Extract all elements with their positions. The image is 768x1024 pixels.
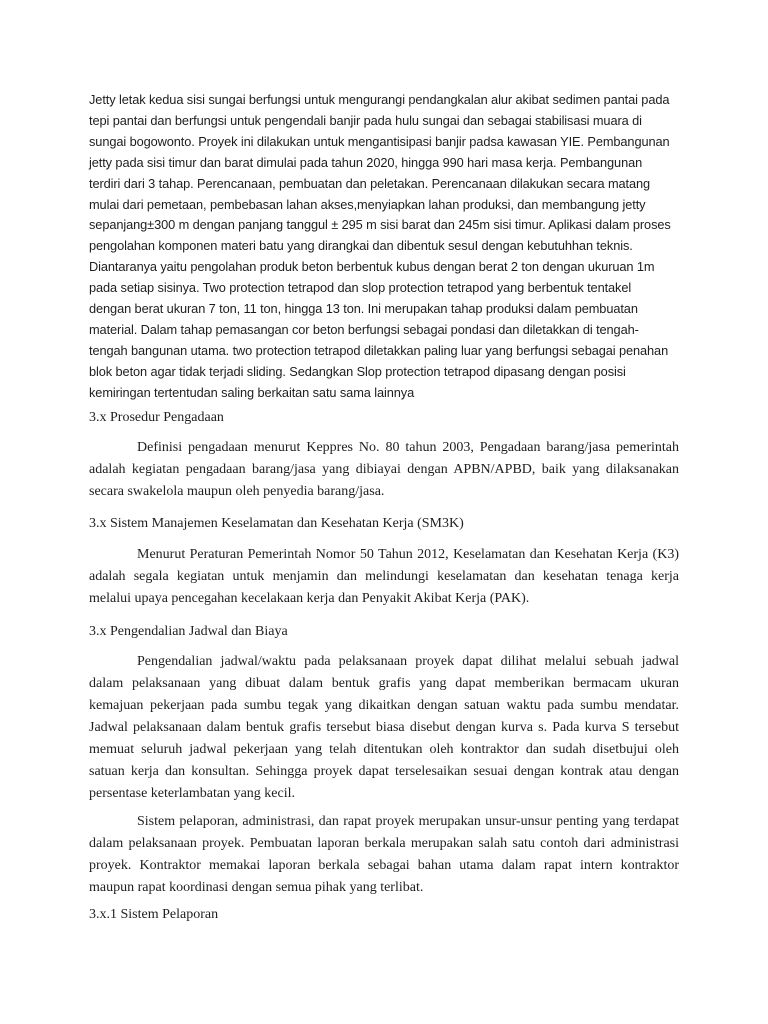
text-line: Definisi pengadaan menurut Keppres No. 80 tahun 2003, Pengadaan barang/jasa pemerintah [137, 440, 679, 455]
text-line: satuan kerja dan konsultan. Sehingga proyek dapat terselesaikan sesuai dengan kontrak atau dengan [89, 764, 679, 779]
text-line: maupun rapat koordinasi dengan semua pihak yang terlibat. [89, 880, 424, 895]
paragraph-sistem-pelaporan-intro [89, 811, 679, 899]
paragraph-sm3k [89, 544, 679, 610]
text-line: kemiringan tertentudan saling berkaitan satu sama lainnya [89, 384, 415, 400]
text-line: Diantaranya yaitu pengolahan produk beton berbentuk kubus dengan berat 2 ton dengan ukuruan 1m [89, 259, 655, 275]
text-line: pada setiap sisinya. Two protection tetrapod dan slop protection tetrapod yang berbentuk tentakel [89, 280, 632, 296]
paragraph-pengadaan [89, 437, 679, 503]
text-line: Jadwal pelaksanaan dalam bentuk grafis tersebut biasa disebut dengan kurva s. Pada kurva S tersebut [89, 720, 679, 735]
text-line: pengolahan komponen materi batu yang dirangkai dan dibentuk sesuI dengan kebutuhhan teknis. [89, 238, 633, 254]
text-line: kemajuan pekerjaan pada sumbu tegak yang dikaitkan dengan satuan waktu pada sumbu mendatar. [89, 698, 679, 713]
text-line: tepi pantai dan berfungsi untuk pengendali banjir pada hulu sungai dan sebagai stabilisasi muara di [89, 112, 642, 128]
paragraph-jetty [89, 90, 681, 404]
text-line: tengah bangunan utama. two protection tetrapod diletakkan paling luar yang berfungsi sebagai penahan [89, 342, 669, 358]
text-line: blok beton agar tidak terjadi sliding. Sedangkan Slop protection tetrapod dipasang dengan posisi [89, 363, 626, 379]
heading-pengendalian-jadwal: 3.x Pengendalian Jadwal dan Biaya [89, 624, 288, 639]
heading-sm3k: 3.x Sistem Manajemen Keselamatan dan Kesehatan Kerja (SM3K) [89, 516, 464, 531]
heading-sistem-pelaporan: 3.x.1 Sistem Pelaporan [89, 907, 219, 922]
text-line: persentase keterlambatan yang kecil. [89, 786, 296, 801]
text-line: sungai bogowonto. Proyek ini dilakukan untuk mengantisipasi banjir padsa kawasan YIE. Pembangunan [89, 133, 670, 149]
text-line: terdiri dari 3 tahap. Perencanaan, pembuatan dan peletakan. Perencanaan dilakukan secara matang [89, 175, 651, 191]
text-line: mulai dari pemetaan, pembebasan lahan akses,menyiapkan lahan produksi, dan membangung jetty [89, 196, 646, 212]
text-line: dalam pelaksanaan yang dibuat dalam bentuk grafis yang dapat memberikan bermacam ukuran [89, 676, 679, 691]
heading-prosedur-pengadaan: 3.x Prosedur Pengadaan [89, 410, 224, 425]
text-line: Sistem pelaporan, administrasi, dan rapat proyek merupakan unsur-unsur penting yang terdapat [137, 814, 679, 829]
text-line: Pengendalian jadwal/waktu pada pelaksanaan proyek dapat dilihat melalui sebuah jadwal [137, 654, 679, 669]
text-line: adalah kegiatan pengadaan barang/jasa yang dibiayai dengan APBN/APBD, baik yang dilaksanakan [89, 462, 679, 477]
text-line: dalam pelaksanaan proyek. Pembuatan laporan berkala merupakan salah satu contoh dari administrasi [89, 836, 679, 851]
text-line: secara swakelola maupun oleh penyedia barang/jasa. [89, 484, 385, 499]
text-line: melalui upaya pencegahan kecelakaan kerja dan Penyakit Akibat Kerja (PAK). [89, 591, 530, 606]
paragraph-pengendalian-jadwal [89, 651, 679, 805]
text-line: dengan berat ukuran 7 ton, 11 ton, hingga 13 ton. Ini merupakan tahap produksi dalam pembuatan [89, 301, 638, 317]
text-line: jetty pada sisi timur dan barat dimulai pada tahun 2020, hingga 990 hari masa kerja. Pembangunan [89, 154, 643, 170]
text-line: memuat seluruh jadwal pekerjaan yang telah ditentukan oleh kontraktor dan sudah disetbujui oleh [89, 742, 679, 757]
text-line: sepanjang±300 m dengan panjang tanggul ± 295 m sisi barat dan 245m sisi timur. Aplikasi dalam proses [89, 217, 671, 233]
text-line: adalah segala kegiatan untuk menjamin dan melindungi keselamatan dan kesehatan tenaga kerja [89, 569, 679, 584]
text-line: Jetty letak kedua sisi sungai berfungsi untuk mengurangi pendangkalan alur akibat sedimen pantai pada [89, 92, 670, 107]
text-line: proyek. Kontraktor memakai laporan berkala sebagai bahan utama dalam rapat intern kontraktor [89, 858, 679, 873]
text-line: Menurut Peraturan Pemerintah Nomor 50 Tahun 2012, Keselamatan dan Kesehatan Kerja (K3) [137, 547, 679, 562]
text-line: material. Dalam tahap pemasangan cor beton berfungsi sebagai pondasi dan diletakkan di tengah- [89, 321, 639, 337]
